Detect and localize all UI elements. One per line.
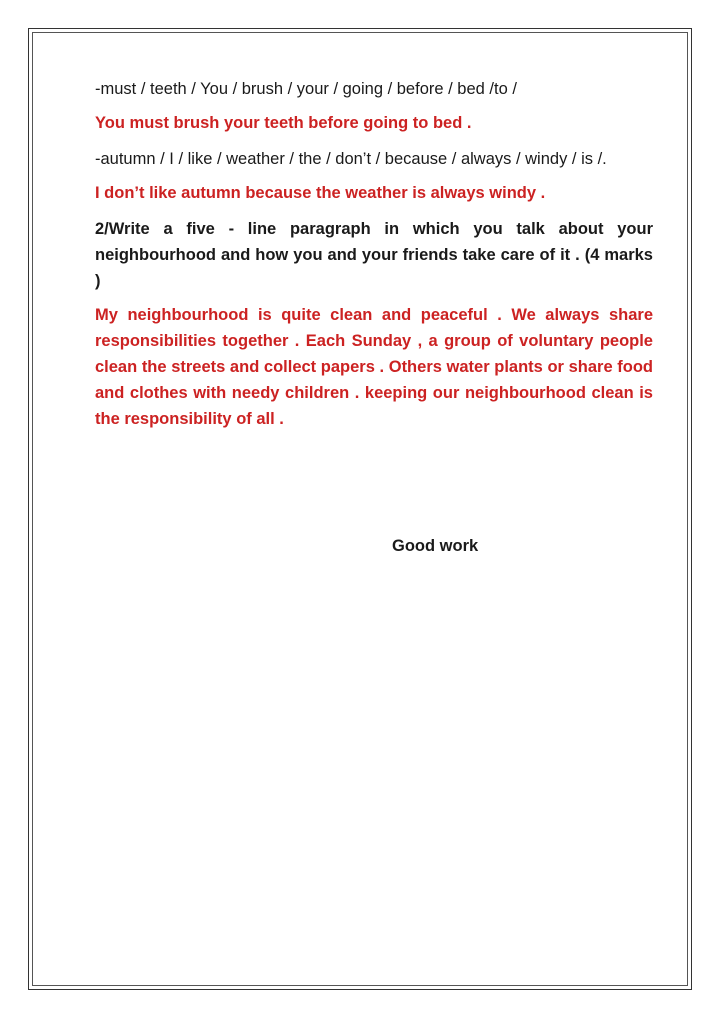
worksheet-content	[95, 76, 653, 432]
writing-answer: My neighbourhood is quite clean and peaceful . We always share responsibilities together . Each Sunday , a group of voluntary people clean the streets and collect papers . Others water plants or share food and clothes with needy children . keeping our neighbourhood clean is the responsibility of all .	[95, 306, 653, 428]
scrambled-sentence-2: -autumn / I / like / weather / the / don’t / because / always / windy / is /.	[95, 150, 607, 168]
teacher-feedback: Good work	[392, 537, 479, 555]
answer-sentence-1: You must brush your teeth before going to bed .	[95, 114, 472, 132]
scrambled-sentence-1: -must / teeth / You / brush / your / going / before / bed /to /	[95, 80, 517, 98]
writing-question: 2/Write a five - line paragraph in which you talk about your neighbourhood and how you and your friends take care of it . (4 marks )	[95, 220, 653, 290]
answer-sentence-2: I don’t like autumn because the weather is always windy .	[95, 184, 546, 202]
